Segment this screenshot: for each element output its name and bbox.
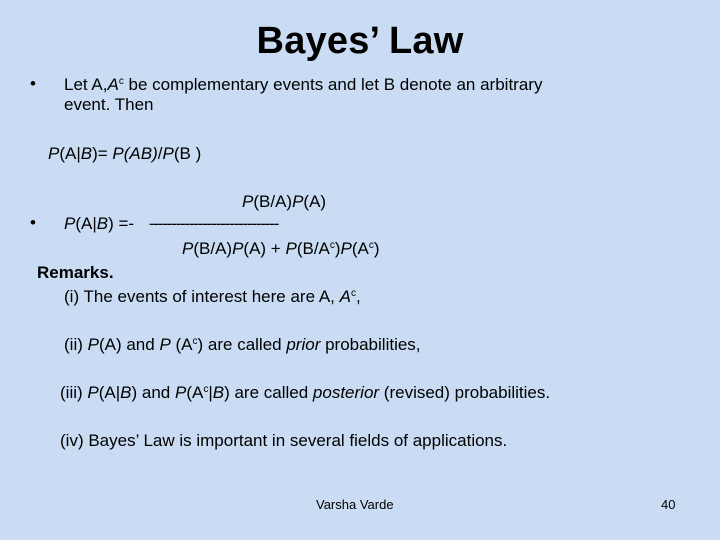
remark-3-mid2: ) and [131, 383, 175, 402]
den-close-1: ) [334, 239, 341, 258]
intro-sup-c: c [118, 76, 124, 87]
conditional-formula [48, 143, 201, 164]
den-a: (A) + [243, 239, 286, 258]
cond-bar: | [76, 144, 81, 163]
remark-1-text: (i) The events of interest here are A, [64, 287, 340, 306]
bayes-lhs [64, 213, 278, 234]
intro-a: A [107, 75, 119, 94]
remark-2-mid2: (A [170, 335, 193, 354]
num-p2: P [292, 192, 304, 211]
cond-p1: P [48, 144, 60, 163]
footer-author: Varsha Varde [316, 497, 394, 512]
cond-p2: P [112, 144, 124, 163]
den-p2: P [232, 239, 244, 258]
page-number: 40 [661, 497, 676, 512]
remark-3-mid3: (A [186, 383, 204, 402]
remark-3-mid1: (A| [98, 383, 121, 402]
remark-2-p2: P [159, 335, 171, 354]
intro-rest: be complementary events and let B denote an arbitrary [123, 75, 543, 94]
bayes-numerator [242, 191, 326, 212]
den-ac: (A [351, 239, 369, 258]
remarks-heading: Remarks. [37, 263, 114, 282]
den-sup-1: c [329, 240, 335, 251]
remark-3 [60, 382, 550, 403]
den-bac: (B/A [296, 239, 330, 258]
remark-1-a: A [339, 287, 351, 306]
remark-1-end: , [355, 287, 361, 306]
intro-let: Let A, [64, 75, 108, 94]
remark-1-sup: c [350, 288, 356, 299]
intro-line-1 [64, 74, 542, 95]
fraction-bar: ----------------------------- [148, 214, 279, 233]
remark-2-pre: (ii) [64, 335, 88, 354]
num-ba: (B/A) [253, 192, 293, 211]
remark-2-mid3: ) are called [197, 335, 287, 354]
num-a: (A) [303, 192, 327, 211]
den-ba: (B/A) [193, 239, 233, 258]
remark-2-sup: c [192, 336, 198, 347]
den-p1: P [182, 239, 194, 258]
remark-2-p1: P [87, 335, 99, 354]
bullet-2: • [30, 213, 36, 232]
remark-3-sup: c [203, 384, 209, 395]
lhs-eq: ) =- [108, 214, 139, 233]
remark-3-pre: (iii) [60, 383, 88, 402]
bullet-1: • [30, 74, 36, 93]
den-p4: P [340, 239, 352, 258]
cond-b: B [80, 144, 93, 163]
remark-2 [64, 334, 421, 355]
remark-3-b2: B [212, 383, 225, 402]
lhs-b: B [96, 214, 109, 233]
cond-slash: / [157, 144, 163, 163]
remark-3-mid5: ) are called [224, 383, 313, 402]
remark-2-post: probabilities, [320, 335, 421, 354]
remark-3-mid4: | [208, 383, 213, 402]
lhs-a: (A| [75, 214, 97, 233]
bayes-denominator [182, 238, 380, 259]
den-close-2: ) [373, 239, 380, 258]
remark-4: (iv) Bayes’ Law is important in several fields of applications. [60, 431, 508, 450]
den-p3: P [285, 239, 297, 258]
lhs-p: P [64, 214, 76, 233]
remark-3-post: (revised) probabilities. [379, 383, 551, 402]
cond-tail: (B ) [173, 144, 202, 163]
den-sup-2: c [368, 240, 374, 251]
cond-open: (A [59, 144, 77, 163]
slide-title: Bayes’ Law [256, 20, 464, 62]
remark-1 [64, 286, 361, 307]
remark-2-mid1: (A) and [98, 335, 160, 354]
cond-p3: P [162, 144, 174, 163]
remark-2-prior: prior [286, 335, 321, 354]
intro-line-2: event. Then [64, 95, 154, 114]
cond-eq: )= [92, 144, 113, 163]
cond-ab: (AB) [123, 144, 158, 163]
remark-3-p1: P [87, 383, 99, 402]
num-p1: P [242, 192, 254, 211]
remark-3-posterior: posterior [312, 383, 380, 402]
remark-3-b1: B [120, 383, 132, 402]
remark-3-p2: P [174, 383, 187, 402]
